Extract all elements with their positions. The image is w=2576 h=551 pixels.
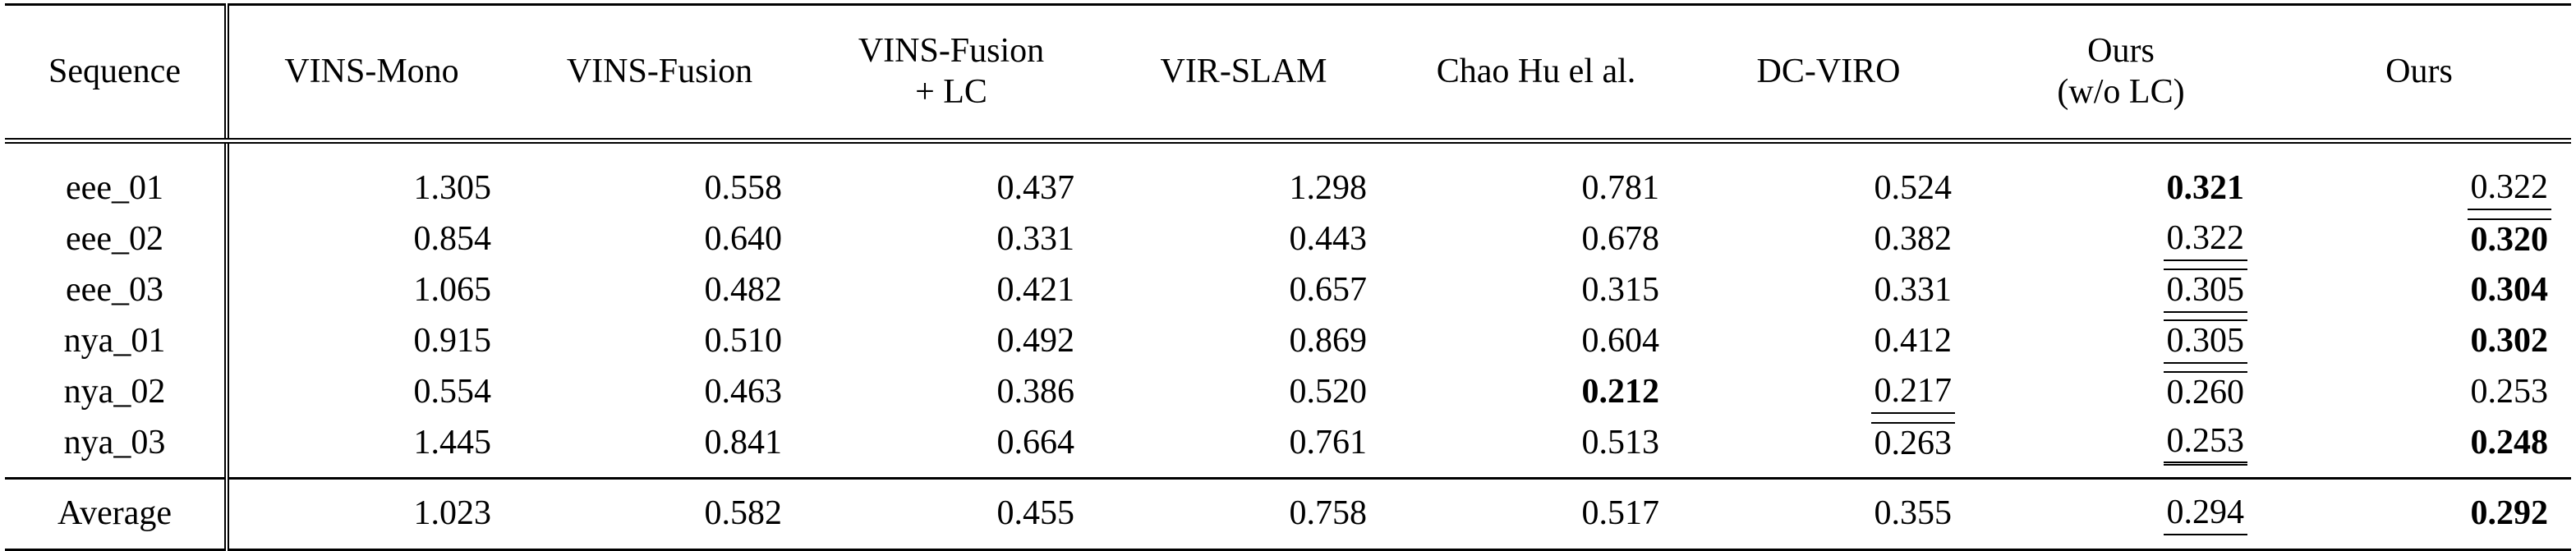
- value-cell: [1975, 367, 2267, 418]
- header-method-2: [514, 5, 805, 141]
- value: 0.455: [996, 494, 1074, 533]
- value-cell: [1390, 479, 1682, 550]
- value-cell: [1097, 479, 1390, 550]
- value: 0.260: [2164, 371, 2248, 414]
- value-cell: [2267, 214, 2571, 265]
- value: 0.355: [1874, 494, 1952, 533]
- value: 0.915: [413, 322, 491, 360]
- value: 0.302: [2470, 322, 2548, 360]
- value-cell: [2267, 316, 2571, 367]
- value: 1.023: [413, 494, 491, 533]
- value: 0.212: [1581, 373, 1659, 411]
- value: 0.321: [2166, 169, 2244, 208]
- header-label: Sequence: [48, 52, 181, 90]
- header-method-4: [1097, 5, 1390, 141]
- value: 0.443: [1289, 220, 1367, 259]
- value: 0.253: [2470, 373, 2548, 411]
- value: 0.248: [2470, 424, 2548, 462]
- value: 0.305: [2164, 269, 2248, 313]
- value-cell: [1975, 479, 2267, 550]
- value: 0.664: [996, 424, 1074, 462]
- table-row: [5, 418, 2571, 479]
- value: 0.520: [1289, 373, 1367, 411]
- value-cell: [1097, 141, 1390, 215]
- value: 0.657: [1289, 271, 1367, 310]
- value: 0.217: [1871, 371, 1956, 414]
- value: 0.331: [1874, 271, 1952, 310]
- value: 0.582: [704, 494, 782, 533]
- value: 0.781: [1581, 169, 1659, 208]
- value-cell: [1097, 214, 1390, 265]
- value: 0.315: [1581, 271, 1659, 310]
- value: 0.640: [704, 220, 782, 259]
- value: 0.604: [1581, 322, 1659, 360]
- header-method-6: [1682, 5, 1975, 141]
- value-cell: [514, 367, 805, 418]
- value: 0.412: [1874, 322, 1952, 360]
- value-cell: [1682, 141, 1975, 215]
- value-cell: [227, 367, 514, 418]
- value: 0.253: [2164, 421, 2248, 466]
- header-label: VINS-Fusion: [858, 31, 1045, 70]
- value-cell: [514, 214, 805, 265]
- header-method-1: [227, 5, 514, 141]
- header-label: Chao Hu el al.: [1436, 52, 1636, 90]
- value-cell: [805, 141, 1097, 215]
- value: 1.065: [413, 271, 491, 310]
- header-label: Ours: [2385, 52, 2453, 90]
- value-cell: [2267, 141, 2571, 215]
- value: 0.517: [1581, 494, 1659, 533]
- header-method-5: [1390, 5, 1682, 141]
- value-cell: [1975, 214, 2267, 265]
- results-table: [5, 3, 2571, 551]
- sequence-cell: nya_03: [5, 418, 227, 479]
- value-cell: [1682, 265, 1975, 316]
- value: 0.869: [1289, 322, 1367, 360]
- value-cell: [805, 418, 1097, 479]
- value: 0.482: [704, 271, 782, 310]
- value-cell: [1975, 141, 2267, 215]
- value-cell: [2267, 418, 2571, 479]
- value-cell: [1097, 367, 1390, 418]
- value: 1.445: [413, 424, 491, 462]
- value-cell: [1975, 265, 2267, 316]
- value-cell: [2267, 265, 2571, 316]
- sequence-cell: nya_02: [5, 367, 227, 418]
- value: 0.305: [2164, 319, 2248, 364]
- header-label: VINS-Mono: [284, 52, 459, 90]
- value-cell: [1097, 418, 1390, 479]
- value: 0.854: [413, 220, 491, 259]
- table-row: [5, 214, 2571, 265]
- value: 0.386: [996, 373, 1074, 411]
- value: 0.558: [704, 169, 782, 208]
- value-cell: [2267, 479, 2571, 550]
- table-row: [5, 141, 2571, 215]
- value-cell: [514, 479, 805, 550]
- value-cell: [1682, 214, 1975, 265]
- results-table-container: [5, 3, 2571, 551]
- value: 0.758: [1289, 494, 1367, 533]
- table-row: [5, 316, 2571, 367]
- value-cell: [227, 214, 514, 265]
- value: 0.322: [2164, 218, 2248, 261]
- value: 0.841: [704, 424, 782, 462]
- header-label: Ours: [2087, 31, 2155, 70]
- sequence-cell: eee_01: [5, 141, 227, 215]
- sequence-cell: nya_01: [5, 316, 227, 367]
- value-cell: [1975, 316, 2267, 367]
- value-cell: [227, 418, 514, 479]
- value: 0.421: [996, 271, 1074, 310]
- header-row: [5, 5, 2571, 141]
- value-cell: [1682, 418, 1975, 479]
- value-cell: [1390, 265, 1682, 316]
- header-label: (w/o LC): [2057, 72, 2185, 111]
- value-cell: [805, 479, 1097, 550]
- value-cell: [1682, 479, 1975, 550]
- header-method-8: [2267, 5, 2571, 141]
- header-label: VIR-SLAM: [1160, 52, 1327, 90]
- value-cell: [514, 265, 805, 316]
- value: 0.463: [704, 373, 782, 411]
- table-row: [5, 265, 2571, 316]
- value-cell: [227, 265, 514, 316]
- table-header: [5, 5, 2571, 141]
- header-label: VINS-Fusion: [566, 52, 753, 90]
- value: 0.437: [996, 169, 1074, 208]
- value: 1.298: [1289, 169, 1367, 208]
- table-row: [5, 367, 2571, 418]
- sequence-cell: eee_02: [5, 214, 227, 265]
- value: 0.510: [704, 322, 782, 360]
- value: 0.292: [2470, 494, 2548, 533]
- value-cell: [1097, 265, 1390, 316]
- header-label: + LC: [915, 72, 987, 111]
- value: 0.331: [996, 220, 1074, 259]
- value-cell: [514, 141, 805, 215]
- value-cell: [1975, 418, 2267, 479]
- value-cell: [1390, 141, 1682, 215]
- value: 0.554: [413, 373, 491, 411]
- value: 0.678: [1581, 220, 1659, 259]
- value: 0.322: [2468, 168, 2552, 210]
- sequence-cell: eee_03: [5, 265, 227, 316]
- value-cell: [1682, 367, 1975, 418]
- value-cell: [805, 316, 1097, 367]
- value-cell: [1390, 418, 1682, 479]
- header-method-3: [805, 5, 1097, 141]
- average-row: [5, 479, 2571, 550]
- table-average: [5, 479, 2571, 550]
- value: 0.294: [2164, 493, 2248, 535]
- table-body: [5, 141, 2571, 479]
- value-cell: [1097, 316, 1390, 367]
- value-cell: [1682, 316, 1975, 367]
- value: 0.492: [996, 322, 1074, 360]
- value-cell: [805, 367, 1097, 418]
- value-cell: [227, 141, 514, 215]
- value-cell: [805, 214, 1097, 265]
- value-cell: [514, 316, 805, 367]
- value: 0.304: [2470, 271, 2548, 310]
- value: 0.513: [1581, 424, 1659, 462]
- value-cell: [805, 265, 1097, 316]
- value-cell: [2267, 367, 2571, 418]
- value: 0.263: [1871, 422, 1956, 465]
- value: 0.761: [1289, 424, 1367, 462]
- value-cell: [1390, 367, 1682, 418]
- value: 1.305: [413, 169, 491, 208]
- value: 0.524: [1874, 169, 1952, 208]
- value: 0.320: [2468, 218, 2552, 261]
- value-cell: [227, 316, 514, 367]
- header-method-7: [1975, 5, 2267, 141]
- sequence-cell: Average: [5, 479, 227, 550]
- value-cell: [514, 418, 805, 479]
- value-cell: [227, 479, 514, 550]
- value-cell: [1390, 316, 1682, 367]
- header-label: DC-VIRO: [1756, 52, 1901, 90]
- value: 0.382: [1874, 220, 1952, 259]
- header-sequence: [5, 5, 227, 141]
- value-cell: [1390, 214, 1682, 265]
